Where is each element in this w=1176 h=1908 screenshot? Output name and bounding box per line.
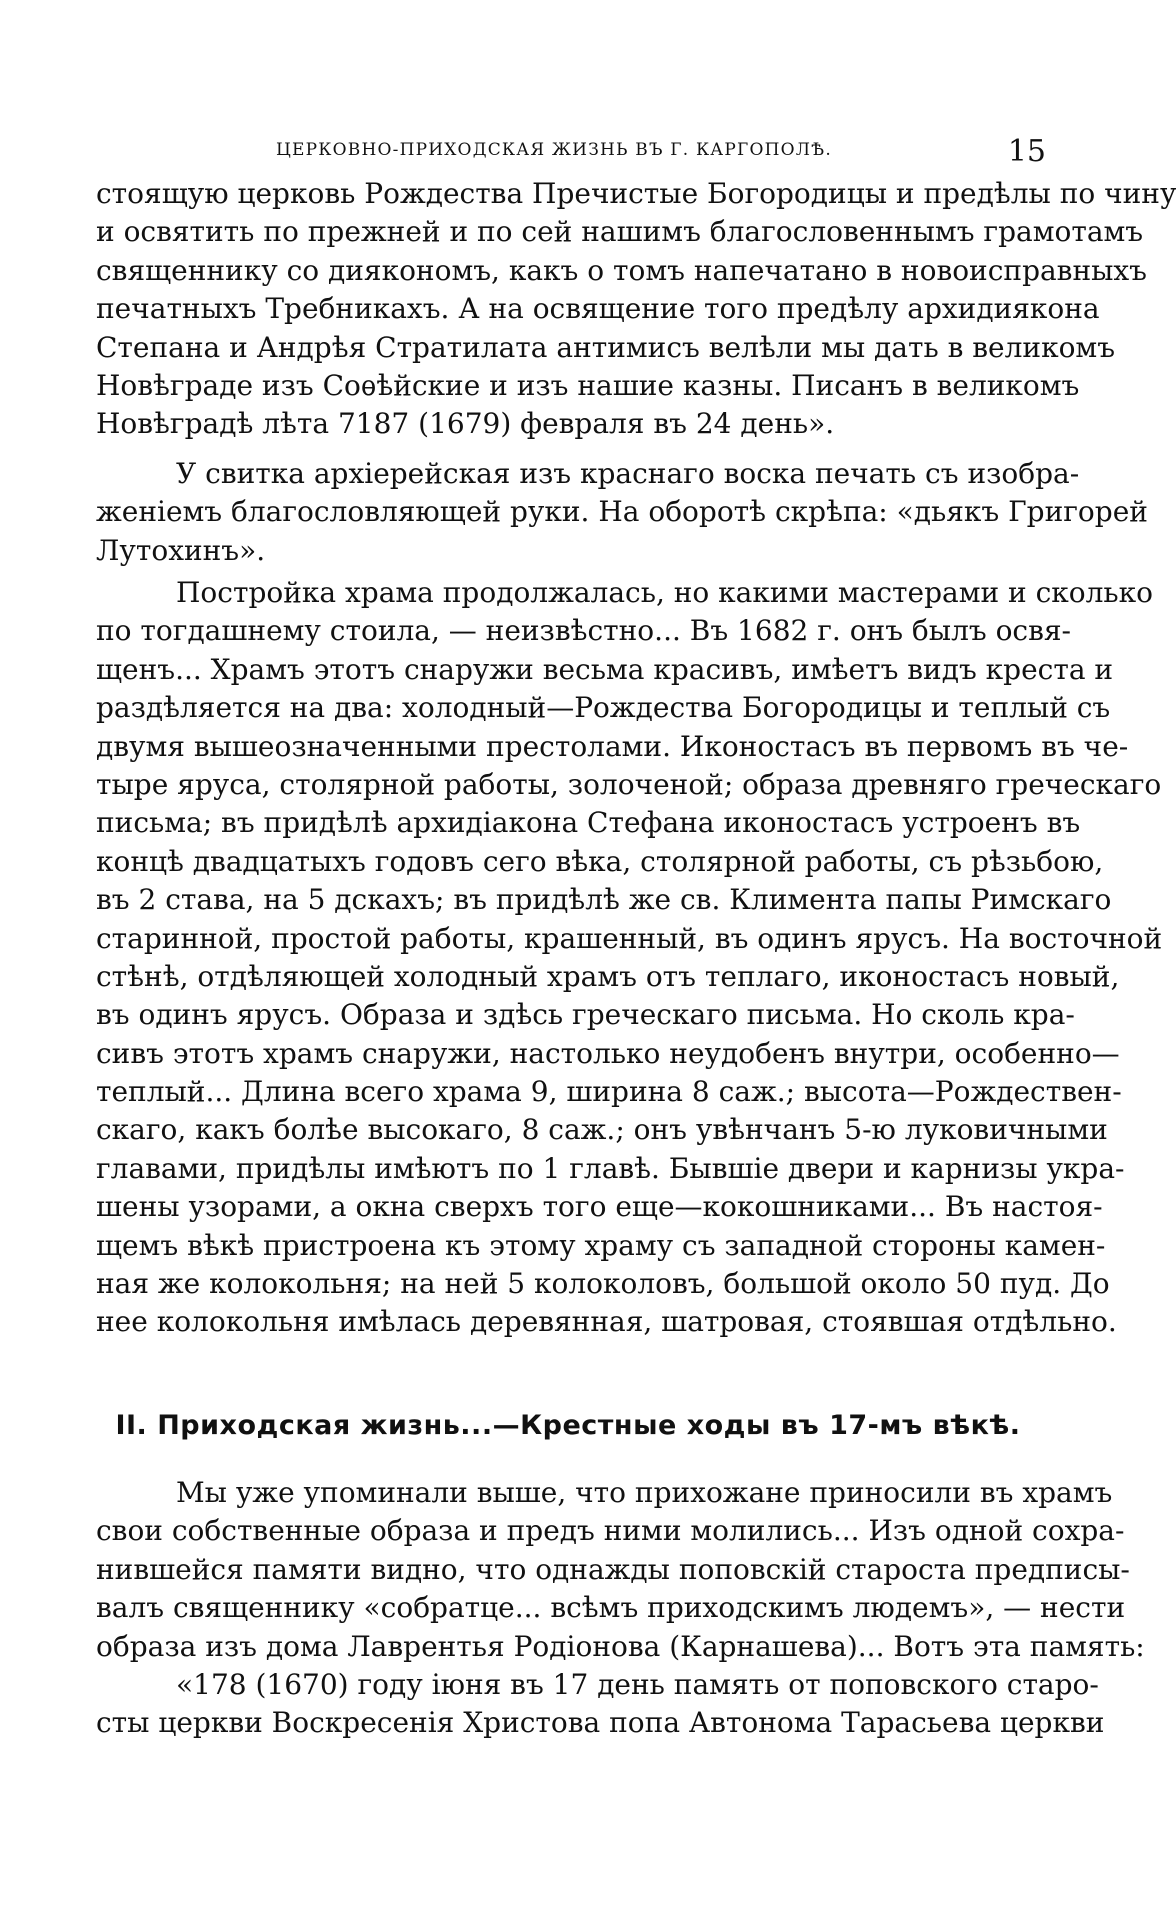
- text-line: раздѣляется на два: холодный—Рождества Богородицы и теплый съ: [96, 691, 1111, 725]
- text-line: сты церкви Воскресенія Христова попа Автонома Тарасьева церкви: [96, 1706, 1105, 1740]
- text-line: въ 2 става, на 5 дскахъ; въ придѣлѣ же св. Климента папы Римскаго: [96, 883, 1112, 917]
- text-line: Мы уже упоминали выше, что прихожане приносили въ храмъ: [176, 1476, 1113, 1509]
- paragraph-1: [96, 175, 1176, 444]
- paragraph-2: [96, 455, 1148, 570]
- text-line: священнику со диякономъ, какъ о томъ напечатано в новоисправныхъ: [96, 253, 1147, 287]
- text-line: Лутохинъ».: [96, 533, 266, 567]
- section-heading: II. Приходская жизнь...—Крестные ходы въ 17-мъ вѣкѣ.: [115, 1410, 1021, 1441]
- running-title: ЦЕРКОВНО-ПРИХОДСКАЯ ЖИЗНЬ ВЪ Г. КАРГОПОЛѢ.: [276, 140, 832, 160]
- text-line: Постройка храма продолжалась, но какими мастерами и сколько: [176, 576, 1154, 609]
- text-line: главами, придѣлы имѣютъ по 1 главѣ. Бывшіе двери и карнизы укра-: [96, 1151, 1125, 1185]
- text-line: двумя вышеозначенными престолами. Иконостасъ въ первомъ въ че-: [96, 729, 1129, 763]
- text-line: [96, 1342, 1040, 1380]
- text-line: нее колокольня имѣлась деревянная, шатровая, стоявшая отдѣльно.: [96, 1305, 1117, 1339]
- paragraph-5: [96, 1666, 1105, 1743]
- text-line: теплый... Длина всего храма 9, ширина 8 саж.; высота—Рождествен-: [96, 1075, 1122, 1109]
- text-line: сивъ этотъ храмъ снаружи, настолько неудобенъ внутри, особенно—: [96, 1036, 1120, 1070]
- text-line: У свитка архіерейская изъ краснаго воска печать съ изобра-: [176, 457, 1080, 490]
- text-line: щенъ... Храмъ этотъ снаружи весьма красивъ, имѣетъ видъ креста и: [96, 652, 1114, 686]
- paragraph-3: [96, 574, 1163, 1419]
- text-line: Новѣградѣ лѣта 7187 (1679) февраля въ 24 день».: [96, 407, 835, 441]
- paragraph-4: [96, 1474, 1145, 1666]
- text-line: Степана и Андрѣя Стратилата антимисъ велѣли мы дать в великомъ: [96, 330, 1116, 364]
- page-number: 15: [1007, 134, 1046, 169]
- text-line: въ одинъ ярусъ. Образа и здѣсь греческаго письма. Но сколь кра-: [96, 998, 1075, 1032]
- text-line: старинной, простой работы, крашенный, въ одинъ ярусъ. На восточной: [96, 921, 1163, 955]
- text-line: Новѣграде изъ Соѳѣйские и изъ нашие казны. Писанъ в великомъ: [96, 368, 1080, 402]
- text-line: женіемъ благословляющей руки. На оборотѣ скрѣпа: «дьякъ Григорей: [96, 495, 1148, 529]
- text-line: щемъ вѣкѣ пристроена къ этому храму съ западной стороны камен-: [96, 1228, 1106, 1262]
- running-header: [96, 134, 1056, 168]
- text-line: ная же колокольня; на ней 5 колоколовъ, большой около 50 пуд. До: [96, 1267, 1110, 1301]
- text-line: стоящую церковь Рождества Пречистые Богородицы и предѣлы по чину: [96, 177, 1176, 210]
- text-line: «178 (1670) году іюня въ 17 день память от поповского старо-: [176, 1668, 1099, 1701]
- text-line: печатныхъ Требникахъ. А на освящение того предѣлу архидиякона: [96, 292, 1100, 326]
- text-line: нившейся памяти видно, что однажды поповскій староста предписы-: [96, 1552, 1130, 1586]
- text-line: концѣ двадцатыхъ годовъ сего вѣка, столярной работы, съ рѣзьбою,: [96, 844, 1104, 878]
- text-line: валъ священнику «собратце... всѣмъ приходскимъ людемъ», — нести: [96, 1591, 1126, 1625]
- text-line: образа изъ дома Лаврентья Родіонова (Карнашева)... Вотъ эта память:: [96, 1629, 1145, 1663]
- text-line: шены узорами, а окна сверхъ того еще—кокошниками... Въ настоя-: [96, 1190, 1103, 1224]
- text-line: стѣнѣ, отдѣляющей холодный храмъ отъ теплаго, иконостасъ новый,: [96, 959, 1120, 993]
- text-line: письма; въ придѣлѣ архидіакона Стефана иконостасъ устроенъ въ: [96, 806, 1081, 840]
- text-line: и освятить по прежней и по сей нашимъ благословеннымъ грамотамъ: [96, 215, 1144, 249]
- text-line: свои собственные образа и предъ ними молились... Изъ одной сохра-: [96, 1514, 1125, 1548]
- text-line: тыре яруса, столярной работы, золоченой; образа древняго греческаго: [96, 767, 1162, 801]
- text-line: скаго, какъ болѣе высокаго, 8 саж.; онъ увѣнчанъ 5-ю луковичными: [96, 1113, 1108, 1147]
- text-line: по тогдашнему стоила, — неизвѣстно... Въ 1682 г. онъ былъ освя-: [96, 614, 1071, 648]
